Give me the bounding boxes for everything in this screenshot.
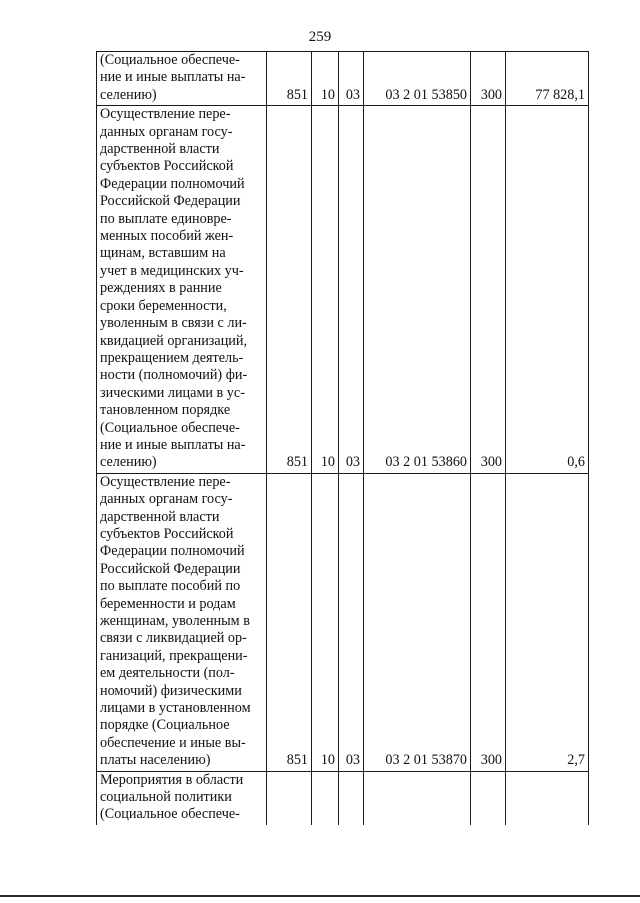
ministry-code: 851 <box>267 106 312 474</box>
expense-name: Мероприятия в области социальной политики (Социальное обеспече- <box>100 771 244 823</box>
amount: 77 828,1 <box>506 52 589 106</box>
expense-type-code: 300 <box>471 473 506 771</box>
scan-edge-line <box>0 895 640 897</box>
target-article-code: 03 2 01 53850 <box>364 52 471 106</box>
target-article-code: 03 2 01 53860 <box>364 106 471 474</box>
subsection-code <box>339 771 364 825</box>
amount: 2,7 <box>506 473 589 771</box>
section-code: 10 <box>312 52 339 106</box>
table-row <box>97 52 589 106</box>
expense-name-cell <box>97 106 267 474</box>
expense-type-code <box>471 771 506 825</box>
section-code: 10 <box>312 106 339 474</box>
expense-type-code: 300 <box>471 106 506 474</box>
subsection-code: 03 <box>339 106 364 474</box>
ministry-code: 851 <box>267 473 312 771</box>
budget-table <box>96 51 589 825</box>
subsection-code: 03 <box>339 473 364 771</box>
table-row <box>97 771 589 825</box>
ministry-code <box>267 771 312 825</box>
table-row <box>97 473 589 771</box>
section-code <box>312 771 339 825</box>
amount <box>506 771 589 825</box>
subsection-code: 03 <box>339 52 364 106</box>
table-row <box>97 106 589 474</box>
expense-name: Осуществление пере- данных органам госу- дарственной власти субъектов Российской Федерации полномочий Российской Федерации по выплате единовре- менных пособий жен- щинам, вставшим на учет в медицинских уч- реждениях в ранние сроки беременности, уволенным в связи с ли- квидацией организаций, прекращением деятель- ности (полномочий) фи- зическими лицами в ус- тановленном порядке (Социальное обеспече- ние и иные выплаты на- селению) <box>100 106 248 471</box>
expense-name-cell <box>97 771 267 825</box>
page-number: 259 <box>308 29 332 45</box>
expense-name: Осуществление пере- данных органам госу- дарственной власти субъектов Российской Федерации полномочий Российской Федерации по выплате пособий по беременности и родам женщинам, уволенным в связи с ликвидацией ор- ганизаций, прекращени- ем деятельности (пол- номочий) физическими лицами в установленном порядке (Социальное обеспечение и иные вы- платы населению) <box>100 473 251 769</box>
expense-name-cell <box>97 52 267 106</box>
amount: 0,6 <box>506 106 589 474</box>
expense-type-code: 300 <box>471 52 506 106</box>
target-article-code <box>364 771 471 825</box>
expense-name-cell <box>97 473 267 771</box>
section-code: 10 <box>312 473 339 771</box>
target-article-code: 03 2 01 53870 <box>364 473 471 771</box>
expense-name: (Социальное обеспече- ние и иные выплаты на- селению) <box>100 52 246 103</box>
ministry-code: 851 <box>267 52 312 106</box>
